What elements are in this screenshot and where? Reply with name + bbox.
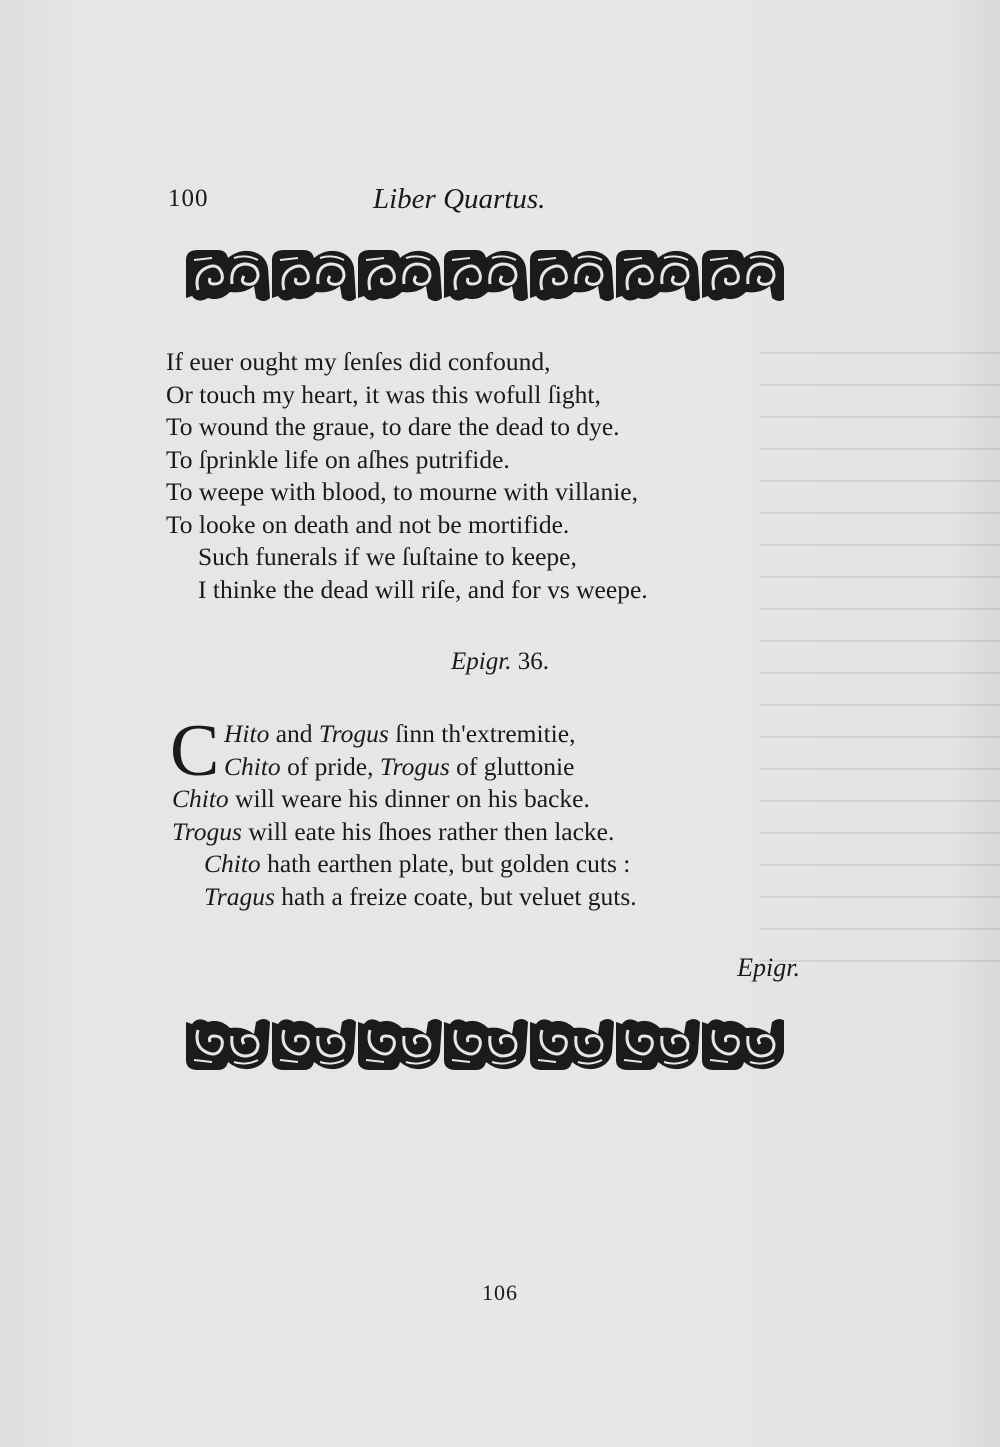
verse-text: ſinn th'extremitie, bbox=[388, 719, 576, 748]
epigram-line bbox=[172, 783, 812, 816]
ornament-tile bbox=[358, 250, 442, 301]
poem-line: To looke on death and not be mortifide. bbox=[166, 509, 570, 539]
epigram-line bbox=[172, 751, 812, 784]
poem-line: Or touch my heart, it was this wofull ſight, bbox=[166, 379, 601, 409]
poem-block bbox=[166, 346, 806, 606]
page-number: 100 bbox=[168, 185, 209, 212]
character-name: Chito bbox=[204, 849, 261, 878]
poem-line: Such funerals if we ſuſtaine to keepe, bbox=[198, 542, 577, 571]
running-title: Liber Quartus. bbox=[373, 183, 546, 215]
ornament-tile bbox=[530, 1019, 614, 1070]
ornament-tile bbox=[186, 250, 270, 301]
poem-line: I thinke the dead will riſe, and for vs weepe. bbox=[198, 574, 648, 604]
verse-text: will eate his ſhoes rather then lacke. bbox=[241, 816, 615, 846]
ornament-tile bbox=[444, 250, 528, 301]
verse-text: will weare his dinner on his backe. bbox=[228, 784, 590, 813]
epigram-line bbox=[172, 848, 812, 881]
ornament-border-top bbox=[184, 246, 784, 306]
ornament-tile bbox=[358, 1019, 442, 1070]
character-name: Chito bbox=[224, 751, 281, 781]
ornament-tile bbox=[616, 250, 700, 301]
poem-line: If euer ought my ſenſes did confound, bbox=[166, 347, 551, 376]
verse-text: of gluttonie bbox=[449, 751, 575, 781]
ornament-tile bbox=[444, 1019, 528, 1070]
verse-text: hath earthen plate, but golden cuts : bbox=[260, 849, 631, 878]
ornament-tile bbox=[702, 250, 784, 301]
page-header bbox=[168, 185, 768, 225]
epigram-line bbox=[172, 881, 812, 914]
catchword: Epigr. bbox=[737, 953, 800, 982]
ornament-tile bbox=[702, 1019, 784, 1070]
character-name: Trogus bbox=[379, 751, 450, 781]
ornament-tile bbox=[530, 250, 614, 301]
epigram-label: Epigr. bbox=[451, 648, 512, 675]
drop-cap: C bbox=[170, 710, 220, 792]
epigram-line bbox=[172, 718, 812, 751]
poem-line: To wound the graue, to dare the dead to dye. bbox=[166, 412, 620, 441]
epigram-line bbox=[172, 816, 812, 849]
ornament-tile bbox=[272, 1019, 356, 1070]
character-name: Trogus bbox=[172, 816, 242, 846]
poem-line: To weepe with blood, to mourne with villanie, bbox=[166, 477, 638, 506]
character-name: Trogus bbox=[318, 719, 389, 748]
ornament-tile bbox=[186, 1019, 270, 1070]
poem-line: To ſprinkle life on aſhes putrifide. bbox=[166, 444, 510, 474]
ornament-tile bbox=[616, 1019, 700, 1070]
ornament-tile bbox=[272, 250, 356, 301]
verse-text: hath a freize coate, but veluet guts. bbox=[274, 881, 637, 911]
epigram-block bbox=[170, 710, 812, 913]
character-name: Hito bbox=[224, 719, 270, 748]
character-name: Tragus bbox=[204, 881, 275, 911]
character-name: Chito bbox=[172, 784, 229, 813]
epigram-number: 36. bbox=[517, 648, 549, 675]
verse-text: and bbox=[269, 719, 319, 748]
verse-text: of pride, bbox=[280, 751, 380, 781]
epigram-heading bbox=[0, 648, 1000, 676]
folio-number: 106 bbox=[482, 1280, 518, 1305]
ornament-border-bottom bbox=[184, 1014, 784, 1074]
